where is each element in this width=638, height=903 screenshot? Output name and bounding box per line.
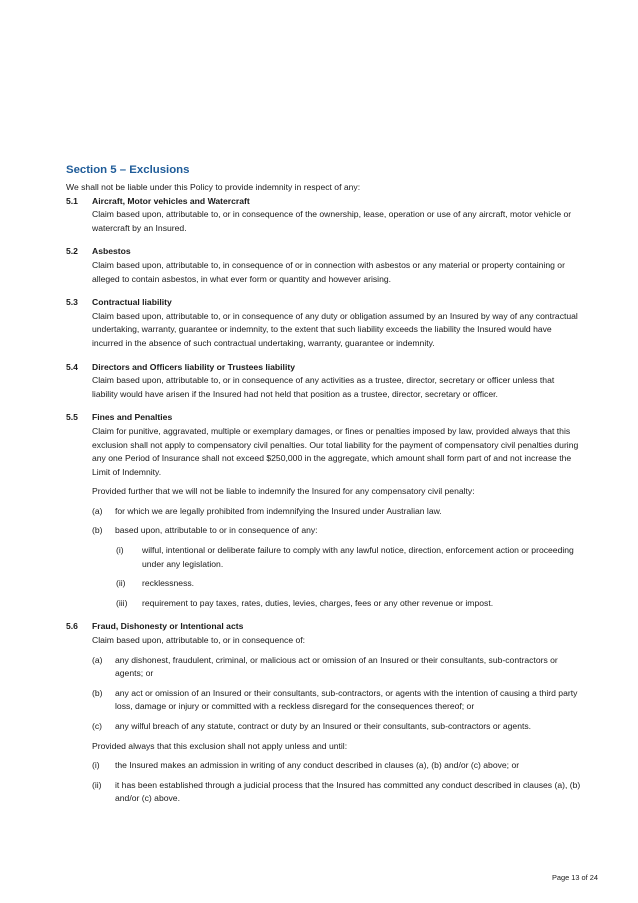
sub-item-label: (b) <box>92 687 103 698</box>
sub-item-text: the Insured makes an admission in writing of any conduct described in clauses (a), (b) and/or (c) above; or <box>115 760 520 771</box>
sub-sub-item-label: (ii) <box>116 578 126 589</box>
clause-number: 5.2 <box>66 246 78 257</box>
clause-number: 5.6 <box>66 621 78 632</box>
sub-item-text: based upon, attributable to or in consequence of any: <box>115 525 318 536</box>
clause-text: Claim based upon, attributable to, or in consequence of any activities as a trustee, director, secretary or officer unless that liability would have arisen if the Insured had not held that position as a trustee, director, secretary or officer. <box>92 375 555 399</box>
sub-item-label: (a) <box>92 505 103 516</box>
sub-item-text: for which we are legally prohibited from indemnifying the Insured under Australian law. <box>115 505 442 516</box>
sub-sub-item-ii <box>92 577 582 591</box>
sub-item-label: (b) <box>92 525 103 536</box>
clause-number: 5.1 <box>66 195 78 206</box>
sub-item-text: any wilful breach of any statute, contract or duty by an Insured or their consultants, sub-contractors or agents. <box>115 721 532 731</box>
sub-item-i <box>92 759 582 773</box>
clause-text: Claim based upon, attributable to, or in consequence of any duty or obligation assumed by an Insured by way of any contractual undertaking, warranty, guarantee or indemnity, to the extent that such liability exceeds the liability the Insured would have incurred in the absence of such contractual undertaking, warranty, guarantee or indemnity. <box>92 310 578 348</box>
sub-item-a <box>92 654 582 681</box>
sub-item-label: (a) <box>92 654 103 665</box>
clause-5-1 <box>66 195 582 236</box>
clause-5-4 <box>66 361 582 402</box>
sub-item-label: (i) <box>92 760 100 771</box>
page-number: Page 13 of 24 <box>551 873 598 882</box>
sub-item-ii <box>92 779 582 806</box>
clause-title: Aircraft, Motor vehicles and Watercraft <box>92 195 250 206</box>
clause-5-5 <box>66 411 582 610</box>
sub-item-b <box>92 524 582 538</box>
clause-number: 5.5 <box>66 412 78 423</box>
clause-title: Directors and Officers liability or Trustees liability <box>92 361 295 372</box>
clause-title: Fines and Penalties <box>92 412 173 423</box>
sub-item-c <box>92 720 582 734</box>
sub-sub-item-text: requirement to pay taxes, rates, duties, levies, charges, fees or any other revenue or impost. <box>142 597 494 608</box>
clause-number: 5.3 <box>66 297 78 308</box>
sub-sub-item-text: recklessness. <box>142 578 195 589</box>
sub-sub-item-label: (i) <box>116 545 124 556</box>
clause-text: Claim based upon, attributable to, in consequence of or in connection with asbestos or any material or property containing or alleged to contain asbestos, in what ever form or quantity and however arising. <box>92 259 565 284</box>
section-intro: We shall not be liable under this Policy to provide indemnity in respect of any: <box>66 182 361 192</box>
clause-text: Claim based upon, attributable to, or in consequence of: <box>92 635 306 646</box>
clause-proviso: Provided always that this exclusion shall not apply unless and until: <box>92 740 348 751</box>
sub-sub-item-i <box>92 544 582 571</box>
sub-item-a <box>92 505 582 519</box>
clause-title: Fraud, Dishonesty or Intentional acts <box>92 621 244 632</box>
sub-sub-item-label: (iii) <box>116 597 128 608</box>
sub-item-text: any dishonest, fraudulent, criminal, or malicious act or omission of an Insured or their consultants, sub-contractors or agents; or <box>115 654 558 679</box>
sub-item-b <box>92 687 582 714</box>
clause-5-2 <box>66 245 582 286</box>
clause-number: 5.4 <box>66 361 78 372</box>
sub-item-text: it has been established through a judicial process that the Insured has committed any conduct described in clauses (a), (b) and/or (c) above. <box>115 779 581 804</box>
section-title: Section 5 – Exclusions <box>66 164 190 176</box>
clause-title: Asbestos <box>92 246 131 257</box>
clause-proviso: Provided further that we will not be liable to indemnify the Insured for any compensatory civil penalty: <box>92 486 475 497</box>
clause-title: Contractual liability <box>92 297 172 308</box>
sub-item-label: (ii) <box>92 779 102 790</box>
sub-sub-item-text: wilful, intentional or deliberate failure to comply with any lawful notice, direction, enforcement action or proceeding under any legislation. <box>142 545 574 569</box>
page-content <box>66 163 582 816</box>
clause-text: Claim based upon, attributable to, or in consequence of the ownership, lease, operation or use of any aircraft, motor vehicle or watercraft by an Insured. <box>92 209 572 233</box>
clause-5-6 <box>66 620 582 806</box>
sub-sub-item-iii <box>92 597 582 611</box>
clause-5-3 <box>66 296 582 350</box>
sub-item-label: (c) <box>92 721 103 731</box>
clause-text: Claim for punitive, aggravated, multiple or exemplary damages, or fines or penalties imposed by law, provided always that this exclusion shall not apply to compensatory civil penalties. Our total liability for the payment of compensatory civil penalties during any one Period of Insurance shall not exceed $250,000 in the aggregate, which amount shall form part of and not increase the Limit of Indemnity. <box>92 425 579 477</box>
sub-sub-list <box>92 544 582 610</box>
sub-item-text: any act or omission of an Insured or their consultants, sub-contractors, or agents with the intention of causing a third party loss, damage or injury or committed with a reckless disregard for the consequences thereof; or <box>115 687 578 712</box>
